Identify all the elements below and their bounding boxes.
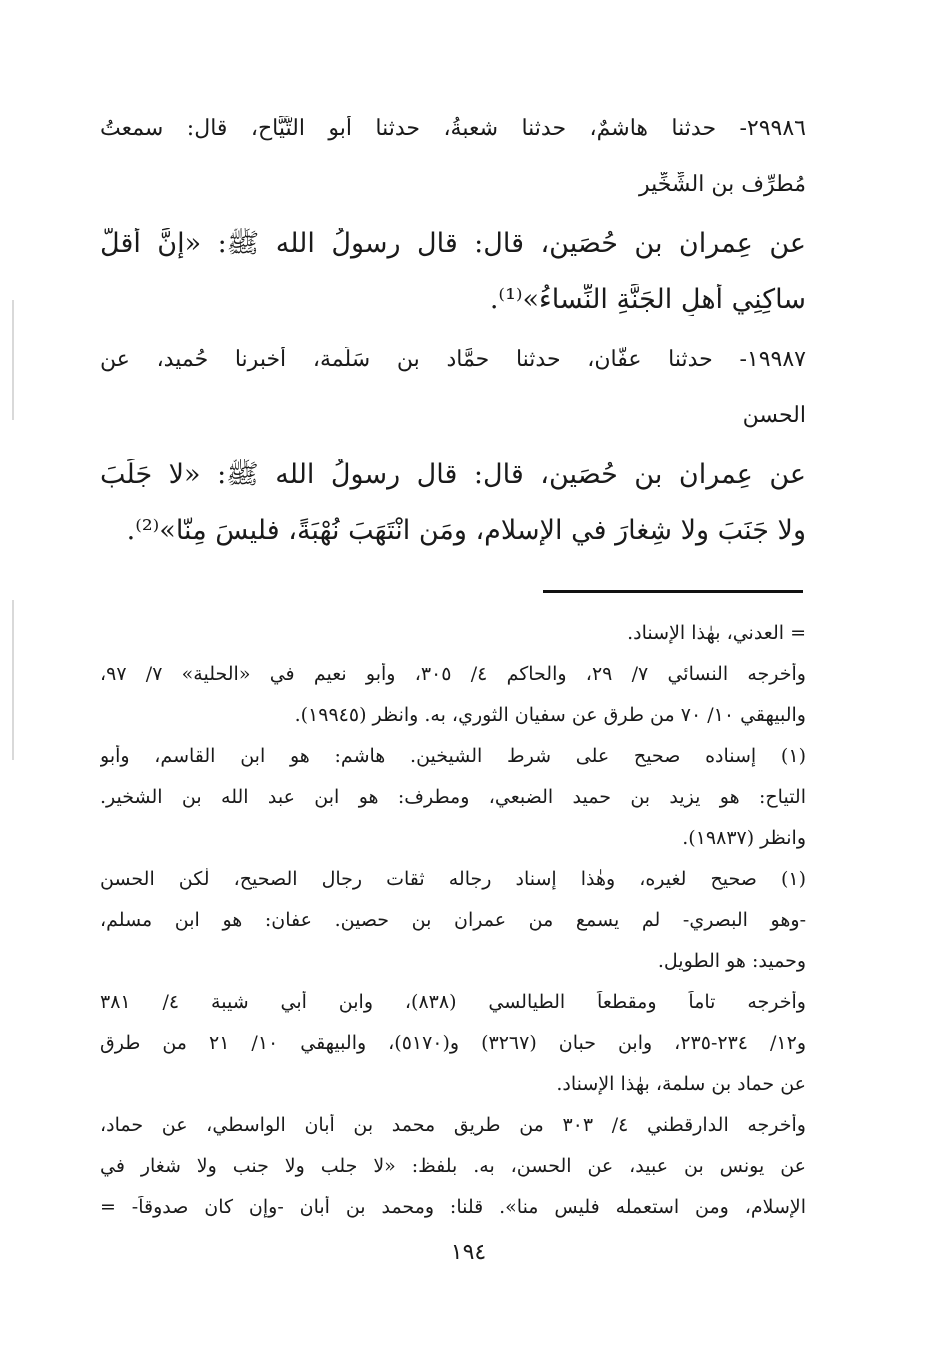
footnote-line: عن يونس بن عبيد، عن الحسن، به. بلفظ: «لا جلب ولا جنب ولا شغار في: [100, 1155, 806, 1177]
footnote-line: وحميد: هو الطويل.: [657, 950, 806, 972]
footnote-line: والبيهقي ١٠/ ٧٠ من طرق عن سفيان الثوري، به. وانظر (١٩٩٤٥).: [294, 704, 806, 726]
scan-edge-mark: [12, 300, 14, 420]
hadith-matn-line: ساكِنِي أهلِ الجَنَّةِ النِّساءُ»⁽¹⁾.: [489, 284, 806, 315]
hadith-isnad-line: ٢٩٩٨٦- حدثنا هاشمٌ، حدثنا شعبةُ، حدثنا أبو التَّيَّاح، قال: سمعتُ: [100, 116, 806, 141]
footnote-line: وأخرجه النسائي ٧/ ٢٩، والحاكم ٤/ ٣٠٥، وأبو نعيم في «الحلية» ٧/ ٩٧،: [100, 663, 806, 685]
footnote-line: = العدني، بهٰذا الإسناد.: [627, 622, 806, 644]
footnote-line: و١٢/ ٢٣٤-٢٣٥، وابن حبان (٣٢٦٧) و(٥١٧٠)، والبيهقي ١٠/ ٢١ من طرق: [100, 1032, 806, 1054]
footnote-line: عن حماد بن سلمة، بهٰذا الإسناد.: [556, 1073, 806, 1095]
scan-edge-mark: [12, 600, 14, 760]
footnote-line: (١) إسناده صحيح على شرط الشيخين. هاشم: هو ابن القاسم، وأبو: [100, 745, 806, 767]
footnote-line: التياح: هو يزيد بن حميد الضبعي، ومطرف: هو ابن عبد الله بن الشخير.: [100, 786, 806, 808]
footnote-line: الإسلام، ومن استعمله فليس منا». قلنا: ومحمد بن أبان -وإن كان صدوقاً- =: [100, 1196, 806, 1218]
hadith-matn-line: عن عِمران بن حُصَين، قال: قال رسولُ الله ﷺ: «إنَّ أقلَّ: [100, 228, 806, 259]
hadith-isnad-line: الحسن: [742, 403, 806, 428]
footnote-line: وانظر (١٩٨٣٧).: [682, 827, 806, 849]
hadith-matn-line: ولا جَنَبَ ولا شِغارَ في الإسلامِ، ومَنِ انْتَهَبَ نُهْبَةً، فليسَ مِنّا»⁽²⁾.: [126, 515, 806, 546]
footnote-line: -وهو البصري- لم يسمع من عمران بن حصين. عفان: هو ابن مسلم،: [100, 909, 806, 931]
page-number: ١٩٤: [450, 1240, 487, 1265]
footnote-line: وأخرجه الدارقطني ٤/ ٣٠٣ من طريق محمد بن أبان الواسطي، عن حماد،: [100, 1114, 806, 1136]
hadith-isnad-line: مُطرِّف بن الشِّخِّير: [638, 172, 806, 197]
footnote-line: (١) صحيح لغيره، وهٰذا إسناد رجاله ثقات رجال الصحيح، لٰكن الحسن: [100, 868, 806, 890]
hadith-matn-line: عن عِمران بن حُصَين، قال: قال رسولُ الله ﷺ: «لا جَلَبَ: [100, 459, 806, 490]
footnote-line: وأخرجه تاماً ومقطعاً الطيالسي (٨٣٨)، وابن أبي شيبة ٤/ ٣٨١: [100, 991, 806, 1013]
footnote-separator: [543, 590, 803, 593]
hadith-isnad-line: ١٩٩٨٧- حدثنا عفَّان، حدثنا حمَّاد بن سَلَمة، أخبرنا حُميد، عن: [100, 347, 806, 372]
